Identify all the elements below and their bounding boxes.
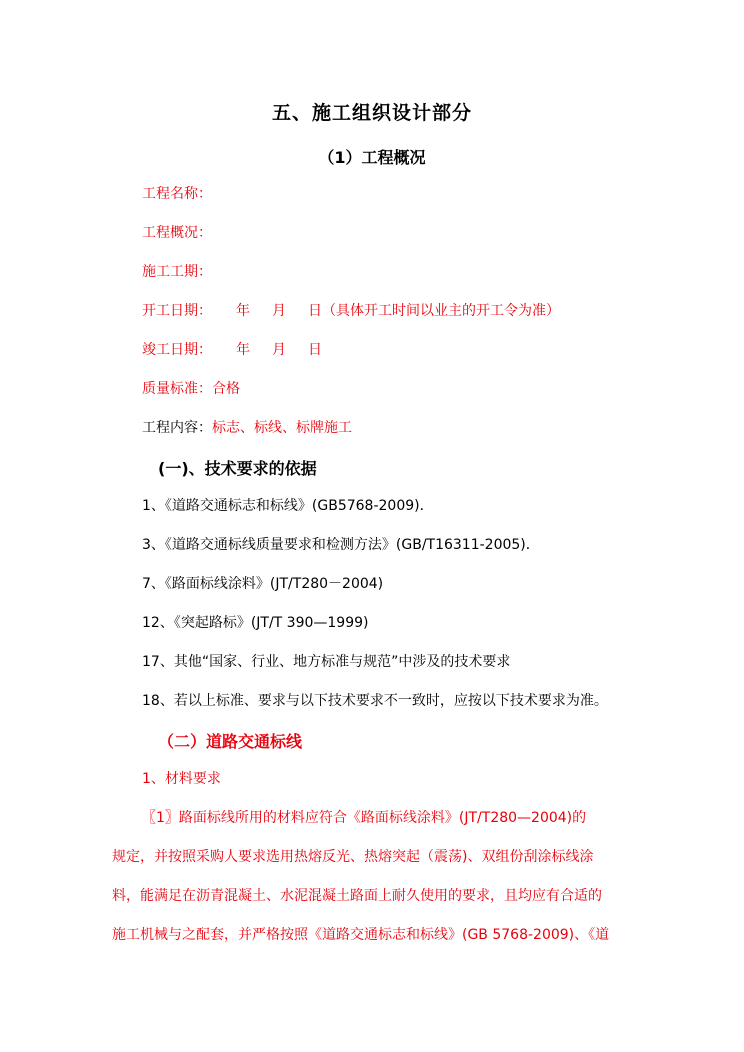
end-date-label: 竣工日期：: [142, 342, 212, 358]
standard-item: 1、《道路交通标志和标线》(GB5768-2009)．: [142, 498, 434, 514]
end-year: 年: [236, 342, 250, 358]
start-year: 年: [236, 303, 250, 319]
start-date-line: [142, 300, 560, 320]
section1-heading: (一)、技术要求的依据: [158, 459, 317, 478]
section-subtitle: （1）工程概况: [318, 148, 426, 167]
paragraph-line: 料，能满足在沥青混凝土、水泥混凝土路面上耐久使用的要求，且均应有合适的: [112, 888, 602, 904]
start-date-label: 开工日期：: [142, 303, 212, 319]
section2-heading: （二）道路交通标线: [158, 732, 303, 751]
page-title: 五、施工组织设计部分: [271, 102, 472, 124]
standard-item: 3、《道路交通标线质量要求和检测方法》(GB/T16311-2005)．: [142, 537, 540, 553]
project-name-line: 工程名称：: [142, 186, 212, 202]
paragraph-line: 〖1〗路面标线所用的材料应符合《路面标线涂料》(JT/T280—2004)的: [142, 810, 587, 826]
end-month: 月: [272, 342, 286, 358]
standard-item: 17、其他“国家、行业、地方标准与规范”中涉及的技术要求: [142, 654, 511, 670]
material-requirements-heading: 1、材料要求: [142, 771, 221, 787]
start-day: 日（具体开工时间以业主的开工令为准）: [308, 303, 560, 319]
end-day: 日: [308, 342, 322, 358]
standard-item: 12、《突起路标》(JT/T 390—1999): [142, 615, 369, 631]
work-content-value: 标志、标线、标牌施工: [212, 420, 352, 436]
project-overview-line: 工程概况：: [142, 225, 212, 241]
end-date-line: [142, 339, 322, 359]
standard-item: 7、《路面标线涂料》(JT/T280－2004): [142, 576, 384, 592]
work-content-label: 工程内容：: [142, 420, 212, 436]
quality-standard-line: 质量标准：合格: [142, 381, 240, 397]
work-content-line: [142, 417, 352, 437]
standard-item: 18、若以上标准、要求与以下技术要求不一致时，应按以下技术要求为准。: [142, 693, 608, 709]
paragraph-line: 施工机械与之配套，并严格按照《道路交通标志和标线》(GB 5768-2009)、《道: [112, 927, 610, 943]
duration-line: 施工工期：: [142, 264, 212, 280]
paragraph-line: 规定，并按照采购人要求选用热熔反光、热熔突起（震荡)、双组份刮涂标线涂: [112, 849, 594, 865]
start-month: 月: [272, 303, 286, 319]
